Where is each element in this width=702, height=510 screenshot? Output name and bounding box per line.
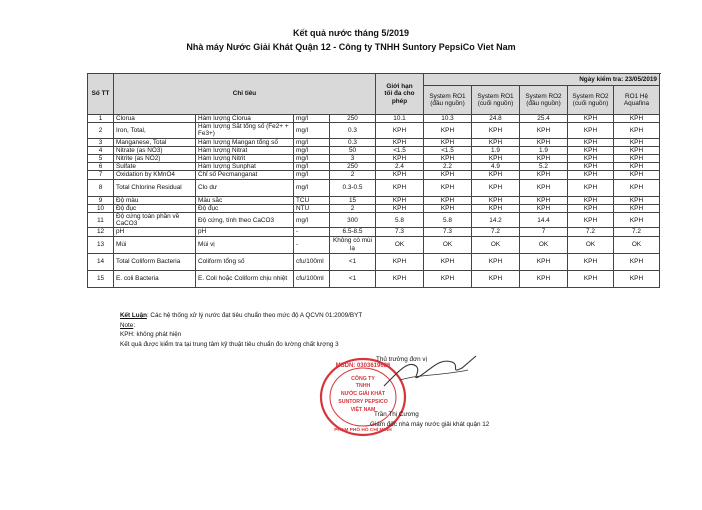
row-value: 14.2 — [472, 213, 520, 228]
row-unit: mg/l — [294, 213, 330, 228]
row-unit: mg/l — [294, 171, 330, 179]
row-value: 5.8 — [424, 213, 472, 228]
row-value: KPH — [424, 179, 472, 196]
row-value: 7.2 — [568, 228, 614, 236]
row-value: KPH — [424, 138, 472, 146]
row-value: OK — [472, 236, 520, 253]
row-value: KPH — [376, 196, 424, 204]
row-value: 5.2 — [520, 163, 568, 171]
row-name-en: Mùi — [114, 236, 196, 253]
row-unit: - — [294, 228, 330, 236]
row-name-vi: Coliform tổng số — [196, 253, 294, 270]
row-value: OK — [614, 236, 660, 253]
table-row — [88, 179, 660, 196]
row-value: KPH — [472, 196, 520, 204]
row-limit: 0.3-0.5 — [330, 179, 376, 196]
row-value: KPH — [568, 146, 614, 154]
row-name-vi: Hàm lượng Mangan tổng số — [196, 138, 294, 146]
row-value: 7.2 — [472, 228, 520, 236]
row-value: KPH — [376, 138, 424, 146]
row-name-en: Manganese, Total — [114, 138, 196, 146]
row-name-vi: Độ đục — [196, 204, 294, 212]
svg-text:CÔNG TY: CÔNG TY — [351, 376, 375, 382]
row-value: KPH — [614, 138, 660, 146]
row-number: 5 — [88, 155, 114, 163]
signature-name: Trần Thị Cương — [374, 411, 419, 418]
row-number: 10 — [88, 204, 114, 212]
row-value: KPH — [520, 123, 568, 138]
row-number: 4 — [88, 146, 114, 154]
row-value: KPH — [568, 179, 614, 196]
row-name-vi: pH — [196, 228, 294, 236]
row-limit: 15 — [330, 196, 376, 204]
row-value: KPH — [614, 171, 660, 179]
row-unit: cfu/100ml — [294, 253, 330, 270]
row-value: OK — [568, 236, 614, 253]
row-value: KPH — [520, 196, 568, 204]
row-number: 6 — [88, 163, 114, 171]
row-limit: 6.5-8.5 — [330, 228, 376, 236]
document-title: Kết quả nước tháng 5/2019 — [293, 28, 409, 38]
row-value: KPH — [568, 115, 614, 123]
row-name-en: Clorua — [114, 115, 196, 123]
row-unit: mg/l — [294, 146, 330, 154]
row-name-vi: Hàm lượng Sunphat — [196, 163, 294, 171]
row-value: KPH — [376, 270, 424, 287]
row-value: KPH — [472, 204, 520, 212]
row-value: KPH — [614, 163, 660, 171]
table-row — [88, 204, 660, 212]
header-col-4: System RO2 (cuối nguồn) — [568, 86, 614, 115]
table-row — [88, 253, 660, 270]
row-value: KPH — [472, 123, 520, 138]
row-name-vi: Màu sắc — [196, 196, 294, 204]
row-number: 9 — [88, 196, 114, 204]
row-value: OK — [520, 236, 568, 253]
row-value: KPH — [472, 253, 520, 270]
row-value: 7.3 — [376, 228, 424, 236]
row-value: KPH — [614, 155, 660, 163]
row-limit: 300 — [330, 213, 376, 228]
row-value: KPH — [424, 253, 472, 270]
row-value: KPH — [568, 270, 614, 287]
row-unit: mg/l — [294, 155, 330, 163]
row-value: KPH — [376, 123, 424, 138]
row-limit: 50 — [330, 146, 376, 154]
signature-title: Thủ trưởng đơn vị — [376, 356, 427, 363]
row-name-vi: Độ cứng, tính theo CaCO3 — [196, 213, 294, 228]
row-unit: mg/l — [294, 123, 330, 138]
row-value: KPH — [614, 270, 660, 287]
table-row — [88, 115, 660, 123]
row-number: 15 — [88, 270, 114, 287]
row-value: KPH — [472, 155, 520, 163]
svg-text:SUNTORY PEPSICO: SUNTORY PEPSICO — [338, 399, 388, 405]
row-name-vi: Hàm lượng Sắt tổng số (Fe2+ + Fe3+) — [196, 123, 294, 138]
row-unit: NTU — [294, 204, 330, 212]
row-value: 10.3 — [424, 115, 472, 123]
row-value: KPH — [424, 196, 472, 204]
row-value: 2.4 — [376, 163, 424, 171]
row-value: KPH — [424, 204, 472, 212]
row-limit: Không có mùi lạ — [330, 236, 376, 253]
row-name-vi: Clo dư — [196, 179, 294, 196]
notes-section: Kết Luận: Các hệ thống xử lý nước đạt tiêu chuẩn theo mức độ A QCVN 01:2009/BYT Note: KPH: không phát hiện Kết quả được kiểm tra tại trung tâm kỹ thuật tiêu chuẩn đo lường chất lượng 3 — [120, 312, 363, 348]
row-value: 14.4 — [520, 213, 568, 228]
table-row — [88, 138, 660, 146]
row-name-en: Nitrite (as NO2) — [114, 155, 196, 163]
row-value: KPH — [568, 213, 614, 228]
row-number: 13 — [88, 236, 114, 253]
row-value: 4.9 — [472, 163, 520, 171]
row-value: KPH — [568, 253, 614, 270]
row-number: 7 — [88, 171, 114, 179]
table-row — [88, 123, 660, 138]
header-col-2: System RO1 (cuối nguồn) — [472, 86, 520, 115]
row-name-en: Oxidation by KMnO4 — [114, 171, 196, 179]
row-value: KPH — [376, 253, 424, 270]
row-name-en: Sulfate — [114, 163, 196, 171]
row-value: 2.2 — [424, 163, 472, 171]
row-value: KPH — [568, 171, 614, 179]
table-row — [88, 236, 660, 253]
row-value: KPH — [614, 196, 660, 204]
row-value: <1.5 — [376, 146, 424, 154]
row-number: 1 — [88, 115, 114, 123]
row-name-en: pH — [114, 228, 196, 236]
row-value: KPH — [568, 204, 614, 212]
row-value: 10.1 — [376, 115, 424, 123]
note-label: Note — [120, 321, 134, 329]
row-value: KPH — [614, 213, 660, 228]
row-value: KPH — [614, 253, 660, 270]
svg-text:TNHH: TNHH — [355, 383, 371, 389]
table-row — [88, 196, 660, 204]
row-limit: <1 — [330, 270, 376, 287]
row-value: KPH — [614, 179, 660, 196]
row-value: 7 — [520, 228, 568, 236]
row-name-vi: Hàm lượng Clorua — [196, 115, 294, 123]
row-value: OK — [424, 236, 472, 253]
row-name-vi: Mùi vị — [196, 236, 294, 253]
row-value: KPH — [520, 179, 568, 196]
row-value: KPH — [614, 123, 660, 138]
row-value: 1.9 — [472, 146, 520, 154]
row-value: KPH — [424, 171, 472, 179]
svg-text:MSDN: 0303619686: MSDN: 0303619686 — [335, 363, 391, 369]
row-unit: cfu/100ml — [294, 270, 330, 287]
table-row — [88, 228, 660, 236]
row-value: KPH — [568, 163, 614, 171]
row-value: 24.8 — [472, 115, 520, 123]
row-value: KPH — [520, 155, 568, 163]
row-value: 25.4 — [520, 115, 568, 123]
row-value: KPH — [568, 155, 614, 163]
row-limit: 2 — [330, 171, 376, 179]
row-limit: 0.3 — [330, 138, 376, 146]
row-limit: 250 — [330, 163, 376, 171]
row-value: KPH — [424, 155, 472, 163]
row-value: KPH — [472, 179, 520, 196]
header-so-tt: Số TT — [88, 74, 114, 115]
row-number: 14 — [88, 253, 114, 270]
table-row — [88, 155, 660, 163]
row-unit: mg/l — [294, 115, 330, 123]
row-name-en: Độ cứng toàn phần về CaCO3 — [114, 213, 196, 228]
document-subtitle: Nhà máy Nước Giải Khát Quận 12 - Công ty TNHH Suntory PepsiCo Viet Nam — [186, 42, 516, 52]
row-value: <1.5 — [424, 146, 472, 154]
row-value: KPH — [376, 171, 424, 179]
row-number: 12 — [88, 228, 114, 236]
row-unit: mg/l — [294, 138, 330, 146]
row-value: KPH — [472, 270, 520, 287]
row-unit: mg/l — [294, 179, 330, 196]
row-name-en: Nitrate (as NO3) — [114, 146, 196, 154]
table-row — [88, 146, 660, 154]
row-name-en: Total Coliform Bacteria — [114, 253, 196, 270]
header-col-1: System RO1 (đầu nguồn) — [424, 86, 472, 115]
row-number: 2 — [88, 123, 114, 138]
table-row — [88, 171, 660, 179]
row-name-vi: Chỉ số Pecmanganat — [196, 171, 294, 179]
header-ngay-kiem-tra: Ngày kiểm tra: 23/05/2019 — [424, 74, 660, 86]
row-value: KPH — [520, 204, 568, 212]
row-name-en: Độ màu — [114, 196, 196, 204]
conclusion-label: Kết Luận — [120, 312, 147, 319]
row-value: KPH — [424, 270, 472, 287]
row-limit: 2 — [330, 204, 376, 212]
row-name-vi: Hàm lượng Nitrit — [196, 155, 294, 163]
row-name-vi: E. Coli hoặc Coliform chịu nhiệt — [196, 270, 294, 287]
results-table — [87, 73, 660, 288]
row-name-en: Độ đục — [114, 204, 196, 212]
row-value: KPH — [568, 123, 614, 138]
row-value: 7.3 — [424, 228, 472, 236]
row-number: 11 — [88, 213, 114, 228]
row-value: KPH — [472, 171, 520, 179]
header-col-3: System RO2 (đầu nguồn) — [520, 86, 568, 115]
row-name-en: Total Chlorine Residual — [114, 179, 196, 196]
row-value: KPH — [520, 138, 568, 146]
table-row — [88, 213, 660, 228]
header-gioi-han: Giới hạn tối đa cho phép — [376, 74, 424, 115]
svg-text:NƯỚC GIẢI KHÁT: NƯỚC GIẢI KHÁT — [340, 391, 386, 397]
row-value: 5.8 — [376, 213, 424, 228]
row-value: KPH — [520, 171, 568, 179]
row-limit: 3 — [330, 155, 376, 163]
svg-text:PHẠM PHỐ HỒ CHÍ MINH: PHẠM PHỐ HỒ CHÍ MINH — [334, 428, 392, 433]
row-unit: - — [294, 236, 330, 253]
row-value: KPH — [614, 204, 660, 212]
row-value: KPH — [614, 146, 660, 154]
row-value: KPH — [568, 138, 614, 146]
signature-role: Giám đốc nhà máy nước giải khát quận 12 — [370, 421, 490, 428]
row-value: KPH — [472, 138, 520, 146]
row-unit: mg/l — [294, 163, 330, 171]
note-kph: KPH: không phát hiện — [120, 331, 182, 339]
row-limit: <1 — [330, 253, 376, 270]
table-row — [88, 270, 660, 287]
note-ket-qua: Kết quả được kiểm tra tại trung tâm kỹ thuật tiêu chuẩn đo lường chất lượng 3 — [120, 340, 339, 348]
row-value: KPH — [568, 196, 614, 204]
svg-text:VIỆT NAM: VIỆT NAM — [350, 407, 376, 413]
row-unit: TCU — [294, 196, 330, 204]
row-value: KPH — [376, 155, 424, 163]
header-col-5: RO1 Hệ Aquafina — [614, 86, 660, 115]
row-name-vi: Hàm lượng Nitrat — [196, 146, 294, 154]
row-value: KPH — [614, 115, 660, 123]
row-value: OK — [376, 236, 424, 253]
row-number: 3 — [88, 138, 114, 146]
conclusion-text: : Các hệ thống xử lý nước đạt tiêu chuẩn theo mức độ A QCVN 01:2009/BYT — [146, 312, 363, 319]
row-limit: 250 — [330, 115, 376, 123]
row-value: 1.9 — [520, 146, 568, 154]
row-value: KPH — [520, 270, 568, 287]
row-name-en: Iron, Total, — [114, 123, 196, 138]
header-chi-tieu: Chỉ tiêu — [114, 74, 376, 115]
row-value: KPH — [376, 204, 424, 212]
row-number: 8 — [88, 179, 114, 196]
row-value: 7.2 — [614, 228, 660, 236]
row-value: KPH — [520, 253, 568, 270]
row-limit: 0.3 — [330, 123, 376, 138]
row-name-en: E. coli Bacteria — [114, 270, 196, 287]
row-value: KPH — [424, 123, 472, 138]
row-value: KPH — [376, 179, 424, 196]
table-row — [88, 163, 660, 171]
